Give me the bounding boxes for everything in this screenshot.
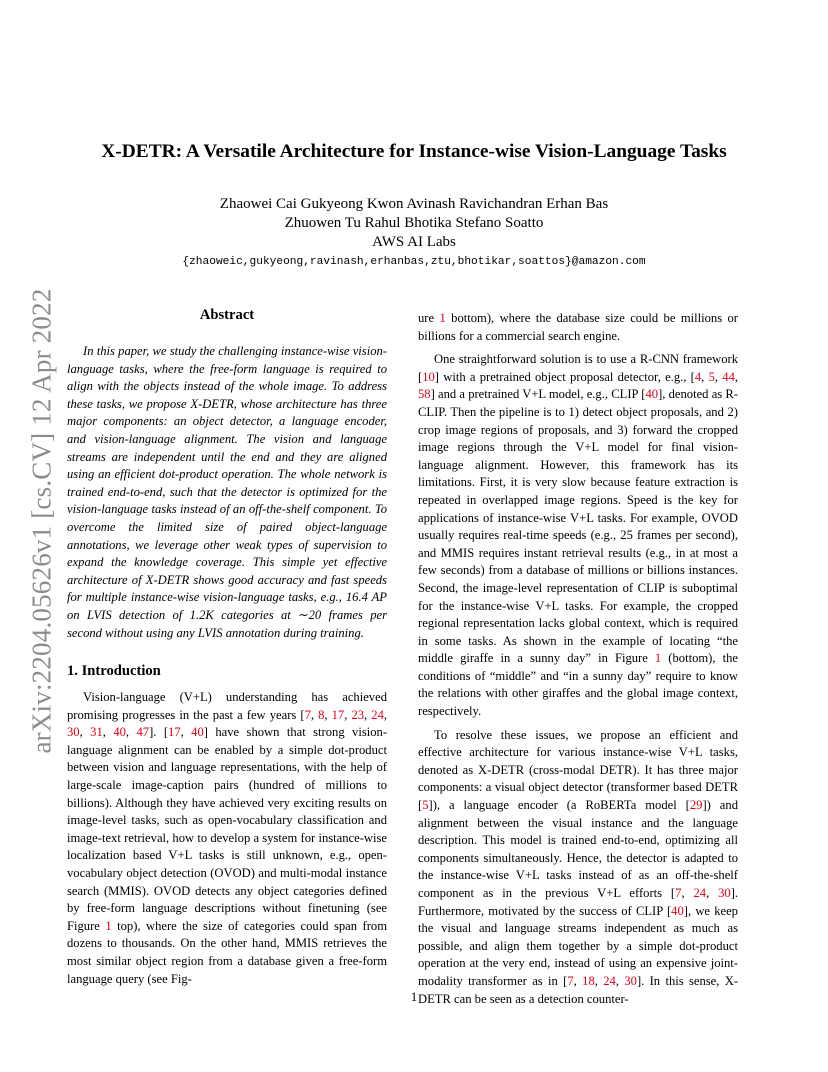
citation-link[interactable]: 44: [722, 369, 735, 384]
right-paragraph-0: ure 1 bottom), where the database size could be millions or billions for a commercial search engine.: [418, 311, 738, 343]
citation-link[interactable]: 31: [90, 725, 103, 740]
abstract-text: In this paper, we study the challenging instance-wise vision-language tasks, where the free-form language is required to align with the objects instead of the whole image. To address these tasks, we propose X-DETR, whose architecture has three major components: an object detector, a language encoder, and vision-language alignment. The vision and language streams are independent until the end and they are aligned using an efficient dot-product operation. The whole network is trained end-to-end, such that the detector is optimized for the vision-language tasks instead of an off-the-shelf component. To overcome the limited size of paired object-language annotations, we leverage other weak types of supervision to expand the knowledge coverage. This simple yet effective architecture of X-DETR shows good accuracy and fast speeds for multiple instance-wise vision-language tasks, e.g., 16.4 AP on LVIS detection of 1.2K categories at ∼20 frames per second without using any LVIS annotation during training.: [67, 344, 387, 640]
citation-link[interactable]: 10: [422, 369, 435, 384]
citation-link[interactable]: 5: [708, 369, 715, 384]
author-line-2: Zhuowen Tu Rahul Bhotika Stefano Soatto: [284, 215, 544, 231]
affiliation: AWS AI Labs: [372, 234, 456, 250]
citation-link[interactable]: 4: [694, 369, 702, 384]
citation-link[interactable]: 23: [351, 707, 365, 722]
abstract-body: [67, 343, 387, 642]
citation-link[interactable]: 24: [371, 707, 384, 722]
intro-paragraph-1: Vision-language (V+L) understanding has achieved promising progresses in the past a few years [7, 8, 17, 23, 24, 30, 31, 40, 47]. [17, 40] have shown that strong vision-language alignment can be enabled by a simple dot-product between vision and language representations, with the help of large-scale image-caption pairs (hundred of millions to billions). Although they have achieved very exciting results on image-level tasks, such as open-vocabulary classification and image-text retrieval, how to develop a system for instance-wise localization based V+L tasks is still unknown, e.g., open-vocabulary object detection (OVOD) and multi-modal instance search (MMIS). OVOD detects any object categories defined by free-form language descriptions without finetuning (see Figure 1 top), where the size of categories could span from dozens to thousands. On the other hand, MMIS retrieves the most similar object region from a database given a free-form language query (see Fig-: [67, 690, 388, 986]
citation-link[interactable]: 24: [693, 886, 707, 900]
intro-body: [67, 689, 387, 988]
citation-link[interactable]: 58: [418, 387, 431, 402]
page-number: 1: [410, 990, 418, 1004]
right-paragraph-1: One straightforward solution is to use a R-CNN framework [10] with a pretrained object proposal detector, e.g., [4, 5, 44, 58] and a pretrained V+L model, e.g., CLIP [40], denoted as R-CLIP. Then the pipeline is to 1) detect object proposals, and 2) crop image regions of proposals, and 3) forward the cropped image regions through the V+L model for final vision-language alignment. However, this framework has its limitations. First, it is very slow because feature extraction is repeated in overlapped image regions. Speed is the key for applications of instance-wise V+L tasks. For example, OVOD usually requires real-time speeds (e.g., 25 frames per second), and MMIS requires instant retrieval results (e.g., in at most a few seconds) from a database of millions or billions instances. Second, the image-level representation of CLIP is suboptimal for the instance-wise V+L tasks. For example, the cropped regional representation lacks global context, which is required in some tasks. As shown in the example of locating “the middle giraffe in a sunny day” in Figure 1 (bottom), the conditions of “middle” and “in a sunny day” require to know the relations with other giraffes and the global image context, respectively.: [418, 352, 739, 719]
citation-link[interactable]: 1: [439, 311, 446, 325]
citation-link[interactable]: 1: [105, 918, 112, 933]
paper-title: X-DETR: A Versatile Architecture for Instance-wise Vision-Language Tasks: [101, 141, 727, 162]
citation-link[interactable]: 30: [718, 886, 731, 900]
citation-link[interactable]: 1: [654, 651, 662, 666]
citation-link[interactable]: 40: [191, 725, 204, 740]
abstract-heading: Abstract: [199, 307, 255, 323]
citation-link[interactable]: 40: [671, 903, 684, 918]
citation-link[interactable]: 8: [318, 707, 325, 722]
citation-link[interactable]: 18: [582, 973, 595, 988]
right-column: [418, 310, 738, 1008]
arxiv-id: arXiv:2204.05626v1 [cs.CV] 12 Apr 2022: [26, 288, 57, 754]
citation-link[interactable]: 7: [675, 886, 682, 900]
citation-link[interactable]: 29: [689, 798, 703, 813]
author-emails: {zhaoweic,gukyeong,ravinash,erhanbas,ztu,bhotikar,soattos}@amazon.com: [182, 256, 646, 268]
citation-link[interactable]: 24: [603, 973, 616, 988]
citation-link[interactable]: 47: [136, 725, 150, 740]
citation-link[interactable]: 40: [113, 725, 126, 740]
author-line-1: Zhaowei Cai Gukyeong Kwon Avinash Ravichandran Erhan Bas: [219, 196, 609, 212]
citation-link[interactable]: 17: [168, 725, 181, 740]
citation-link[interactable]: 7: [567, 973, 574, 988]
citation-link[interactable]: 30: [67, 725, 80, 740]
citation-link[interactable]: 7: [304, 707, 311, 722]
intro-heading: 1. Introduction: [67, 663, 161, 679]
citation-link[interactable]: 40: [645, 387, 659, 402]
citation-link[interactable]: 5: [422, 798, 429, 813]
citation-link[interactable]: 30: [624, 973, 637, 988]
right-paragraph-2: To resolve these issues, we propose an efficient and effective architecture for various instance-wise V+L tasks, denoted as X-DETR (cross-modal DETR). It has three major components: a visual object detector (transformer based DETR [5]), a language encoder (a RoBERTa model [29]) and alignment between the visual instance and the language description. This model is trained end-to-end, optimizing all components simultaneously. Hence, the detector is adapted to the instance-wise V+L tasks instead of as an off-the-shelf component as in the previous V+L efforts [7, 24, 30]. Furthermore, motivated by the success of CLIP [40], we keep the visual and language streams independent as much as possible, and align them together by a simple dot-product operation at the very end, instead of using an expensive joint-modality transformer as in [7, 18, 24, 30]. In this sense, X-DETR can be seen as a detection counter-: [418, 727, 739, 1006]
citation-link[interactable]: 17: [331, 707, 345, 722]
arxiv-watermark: [20, 282, 64, 760]
